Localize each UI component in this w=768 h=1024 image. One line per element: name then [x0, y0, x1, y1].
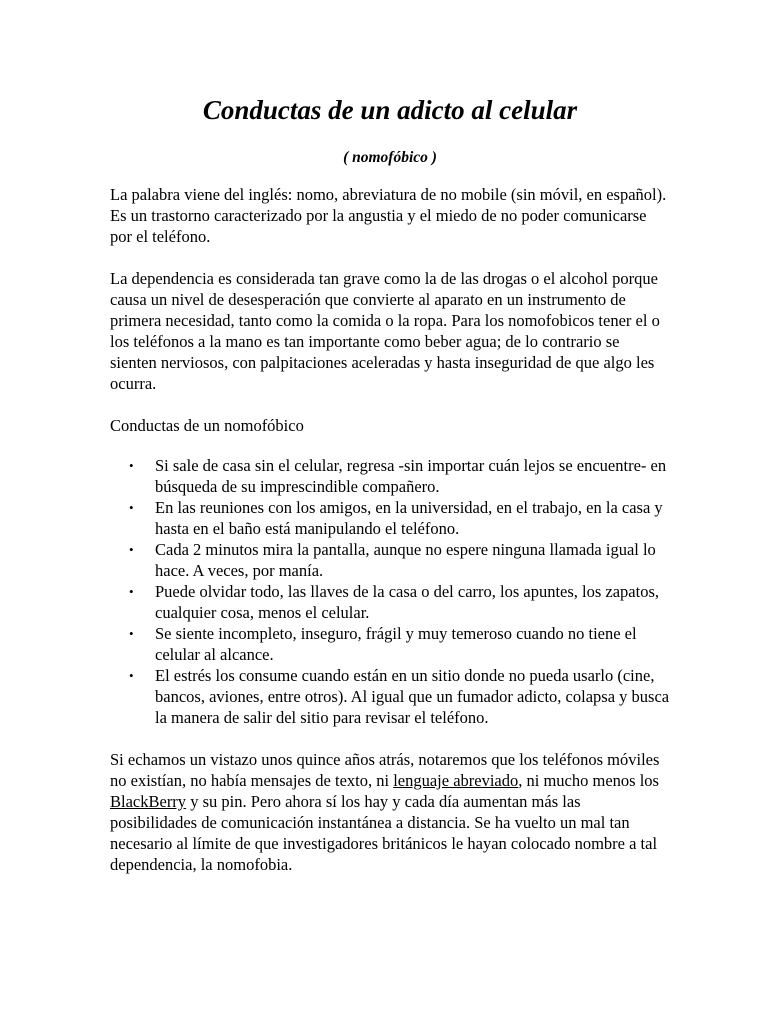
list-item-text: En las reuniones con los amigos, en la universidad, en el trabajo, en la casa y hasta en el baño está manipulando el teléfono.	[155, 498, 663, 538]
closing-text-3: y su pin. Pero ahora sí los hay y cada día aumentan más las posibilidades de comunicación instantánea a distancia. Se ha vuelto un mal tan necesario al límite de que investigadores británicos le hayan colocado nombre a tal dependencia, la nomofobia.	[110, 792, 658, 874]
list-item-text: Se siente incompleto, inseguro, frágil y muy temeroso cuando no tiene el celular al alcance.	[155, 624, 637, 664]
link-blackberry[interactable]: BlackBerry	[110, 792, 187, 811]
document-page	[110, 92, 670, 875]
list-item-text: Si sale de casa sin el celular, regresa -sin importar cuán lejos se encuentre- en búsqueda de su imprescindible compañero.	[155, 456, 667, 496]
list-item-text: El estrés los consume cuando están en un sitio donde no pueda usarlo (cine, bancos, aviones, entre otros). Al igual que un fumador adicto, colapsa y busca la manera de salir del sitio para revisar el teléfono.	[155, 666, 670, 727]
paragraph-definition: La palabra viene del inglés: nomo, abreviatura de no mobile (sin móvil, en español). Es un trastorno caracterizado por la angustia y el miedo de no poder comunicarse por el teléfono.	[110, 185, 667, 246]
bullet-icon: •	[129, 584, 134, 599]
list-item	[110, 455, 670, 497]
list-item	[110, 665, 670, 728]
bullet-icon: •	[129, 458, 134, 473]
document-title: Conductas de un adicto al celular	[202, 95, 578, 125]
closing-text-2: , ni mucho menos los	[518, 771, 659, 790]
list-item	[110, 581, 670, 623]
closing-text-1: Si echamos un vistazo unos quince años atrás, notaremos que los teléfonos móviles no existían, no había mensajes de texto, ni	[110, 750, 660, 790]
bullet-icon: •	[129, 500, 134, 515]
list-item	[110, 497, 670, 539]
list-item	[110, 539, 670, 581]
paragraph-closing	[110, 749, 670, 875]
list-item-text: Puede olvidar todo, las llaves de la casa o del carro, los apuntes, los zapatos, cualquier cosa, menos el celular.	[155, 582, 660, 622]
behavior-list	[110, 455, 670, 728]
paragraph-dependence: La dependencia es considerada tan grave como la de las drogas o el alcohol porque causa un nivel de desesperación que convierte al aparato en un instrumento de primera necesidad, tanto como la comida o la ropa. Para los nomofobicos tener el o los teléfonos a la mano es tan importante como beber agua; de lo contrario se sienten nerviosos, con palpitaciones aceleradas y hasta inseguridad de que algo les ocurra.	[110, 269, 660, 393]
link-lenguaje-abreviado[interactable]: lenguaje abreviado	[393, 771, 519, 790]
bullet-icon: •	[129, 626, 134, 641]
document-subtitle: ( nomofóbico )	[343, 149, 437, 166]
bullet-icon: •	[129, 542, 134, 557]
bullet-icon: •	[129, 668, 134, 683]
list-heading: Conductas de un nomofóbico	[110, 416, 304, 435]
list-item-text: Cada 2 minutos mira la pantalla, aunque no espere ninguna llamada igual lo hace. A veces, por manía.	[155, 540, 656, 580]
list-item	[110, 623, 670, 665]
